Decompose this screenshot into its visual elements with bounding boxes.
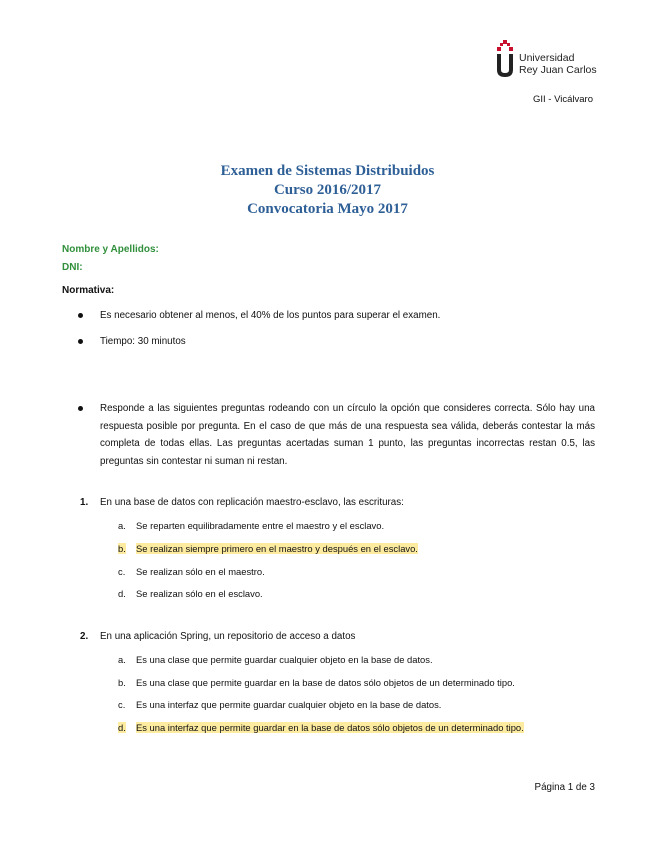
question-1-option-c[interactable]: Se realizan sólo en el maestro. — [136, 566, 265, 577]
bullet-icon — [78, 339, 83, 344]
question-2-option-d[interactable]: Es una interfaz que permite guardar en la base de datos sólo objetos de un determinado tipo. — [136, 722, 524, 733]
normativa-item-text: Es necesario obtener al menos, el 40% de los puntos para superar el examen. — [100, 310, 441, 321]
question-2-option-b[interactable]: Es una clase que permite guardar en la base de datos sólo objetos de un determinado tipo. — [136, 677, 515, 688]
logo-line-1: Universidad — [519, 52, 575, 64]
question-1-option-a[interactable]: Se reparten equilibradamente entre el maestro y el esclavo. — [136, 520, 385, 531]
question-2-text: En una aplicación Spring, un repositorio de acceso a datos — [100, 631, 356, 642]
question-2-number: 2. — [80, 631, 89, 642]
question-1-option-d[interactable]: Se realizan sólo en el esclavo. — [136, 588, 263, 599]
dni-field-label: DNI: — [62, 262, 83, 273]
question-1-option-a-letter: a. — [118, 520, 126, 531]
question-2-option-c-letter: c. — [118, 699, 126, 710]
name-field-label: Nombre y Apellidos: — [62, 244, 159, 255]
question-1-option-b-letter: b. — [118, 543, 126, 554]
logo-line-2: Rey Juan Carlos — [519, 64, 597, 76]
bullet-icon — [78, 313, 83, 318]
question-2-option-d-letter: d. — [118, 722, 126, 733]
campus-label: GII - Vicálvaro — [532, 94, 593, 105]
question-1-option-d-letter: d. — [118, 588, 126, 599]
normativa-item-text: Tiempo: 30 minutos — [100, 336, 186, 347]
question-1-number: 1. — [80, 497, 89, 508]
university-logo — [494, 40, 604, 80]
question-1-text: En una base de datos con replicación maestro-esclavo, las escrituras: — [100, 497, 404, 508]
exam-title-block — [0, 162, 655, 219]
exam-course: Curso 2016/2017 — [273, 182, 382, 198]
bullet-icon — [78, 406, 83, 411]
instructions-paragraph: Responde a las siguientes preguntas rodeando con un círculo la opción que consideres correcta. Sólo hay una respuesta posible por pregunta. En el caso de que más de una respuesta sea válida, deberás contestar la más completa de todas ellas. Las preguntas acertadas suman 1 punto, las preguntas incorrectas restan 0.5, las preguntas sin contestar ni suman ni restan. — [100, 403, 595, 467]
question-2-option-a-letter: a. — [118, 654, 126, 665]
question-2-option-b-letter: b. — [118, 677, 126, 688]
university-crest-icon — [494, 40, 516, 78]
page-number: Página 1 de 3 — [534, 782, 595, 793]
question-2-option-c[interactable]: Es una interfaz que permite guardar cualquier objeto en la base de datos. — [136, 699, 442, 710]
question-1-option-b[interactable]: Se realizan siempre primero en el maestro y después en el esclavo. — [136, 543, 418, 554]
normativa-heading: Normativa: — [62, 285, 115, 296]
question-1-option-c-letter: c. — [118, 566, 126, 577]
exam-title: Examen de Sistemas Distribuidos — [220, 163, 435, 179]
exam-session: Convocatoria Mayo 2017 — [247, 201, 408, 217]
question-2-option-a[interactable]: Es una clase que permite guardar cualquier objeto en la base de datos. — [136, 654, 433, 665]
